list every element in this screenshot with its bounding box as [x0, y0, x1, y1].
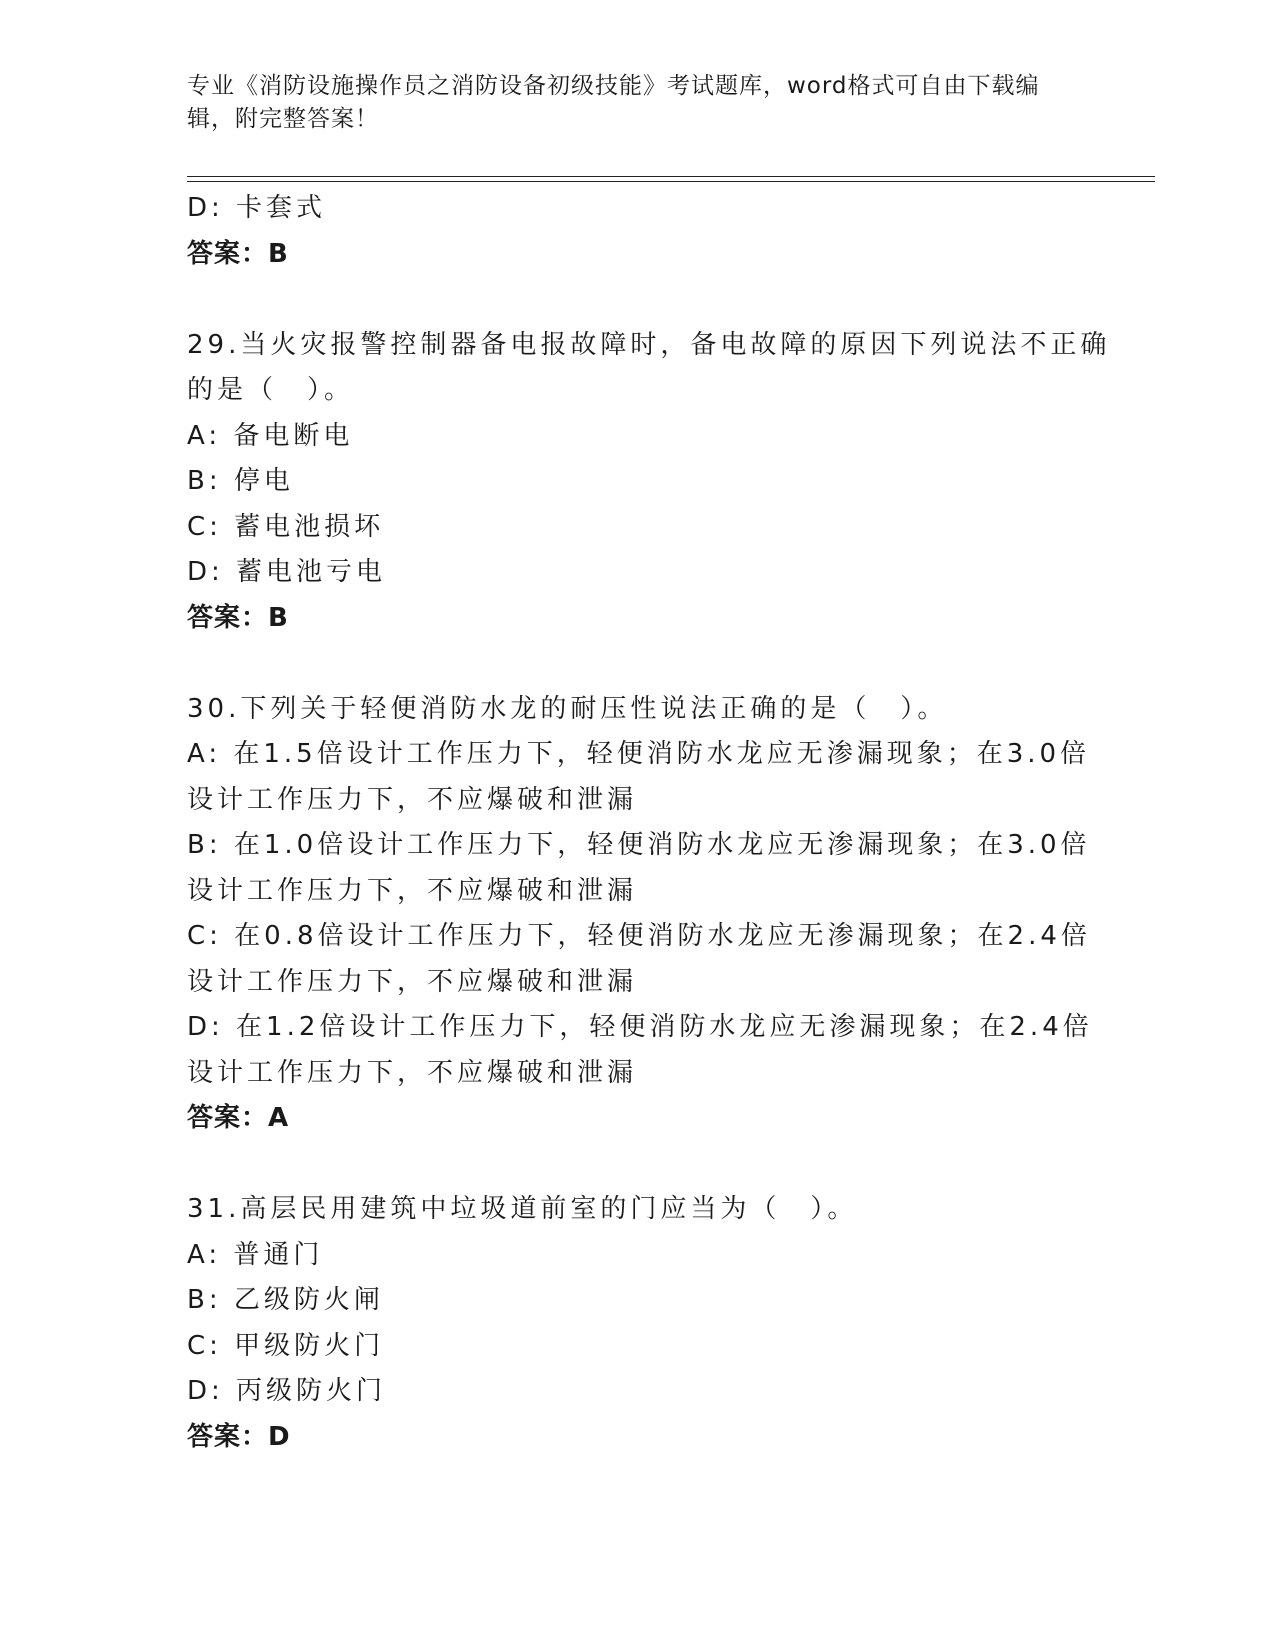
answer-label: 答案：B	[187, 602, 289, 633]
answer-label: 答案：B	[187, 238, 289, 269]
header-divider-bottom	[187, 181, 1155, 182]
question-stem: 30.下列关于轻便消防水龙的耐压性说法正确的是（ ）。	[187, 693, 948, 724]
option-c: C: 在0.8倍设计工作压力下，轻便消防水龙应无渗漏现象；在2.4倍	[187, 921, 1091, 951]
option-b: B: 乙级防火闸	[187, 1285, 384, 1315]
option-d: D: 卡套式	[187, 193, 327, 223]
option-a: A: 在1.5倍设计工作压力下，轻便消防水龙应无渗漏现象；在3.0倍	[187, 739, 1091, 769]
spacer	[187, 1142, 1087, 1188]
option-a: A: 备电断电	[187, 420, 354, 451]
question-31	[187, 1187, 1087, 1460]
document-header	[187, 70, 1067, 136]
question-30	[187, 687, 1093, 1142]
option-c-continued: 设计工作压力下，不应爆破和泄漏	[187, 966, 638, 997]
option-b-continued: 设计工作压力下，不应爆破和泄漏	[187, 875, 638, 906]
question-29	[187, 323, 1111, 642]
question-28-tail	[187, 186, 1087, 277]
header-divider-top	[187, 176, 1155, 177]
option-a-continued: 设计工作压力下，不应爆破和泄漏	[187, 784, 638, 815]
question-stem: 29.当火灾报警控制器备电报故障时，备电故障的原因下列说法不正确	[187, 329, 1111, 360]
option-d: D: 丙级防火门	[187, 1376, 387, 1406]
option-d: D: 在1.2倍设计工作压力下，轻便消防水龙应无渗漏现象；在2.4倍	[187, 1012, 1093, 1042]
option-b: B: 在1.0倍设计工作压力下，轻便消防水龙应无渗漏现象；在3.0倍	[187, 830, 1091, 860]
option-a: A: 普通门	[187, 1239, 324, 1270]
option-d-continued: 设计工作压力下，不应爆破和泄漏	[187, 1057, 638, 1088]
option-c: C: 蓄电池损坏	[187, 511, 385, 542]
option-b: B: 停电	[187, 466, 294, 496]
question-stem-continued: 的是（ ）。	[187, 375, 355, 405]
answer-label: 答案：A	[187, 1103, 290, 1133]
option-d: D: 蓄电池亏电	[187, 557, 387, 587]
header-line-2: 辑，附完整答案！	[187, 106, 379, 132]
question-stem: 31.高层民用建筑中垃圾道前室的门应当为（ ）。	[187, 1194, 858, 1224]
option-c: C: 甲级防火门	[187, 1330, 385, 1361]
spacer	[187, 277, 1087, 323]
answer-label: 答案：D	[187, 1421, 291, 1452]
header-line-1: 专业《消防设施操作员之消防设备初级技能》考试题库，word格式可自由下载编	[187, 73, 1040, 99]
question-list	[187, 186, 1111, 1460]
spacer	[187, 641, 1087, 687]
